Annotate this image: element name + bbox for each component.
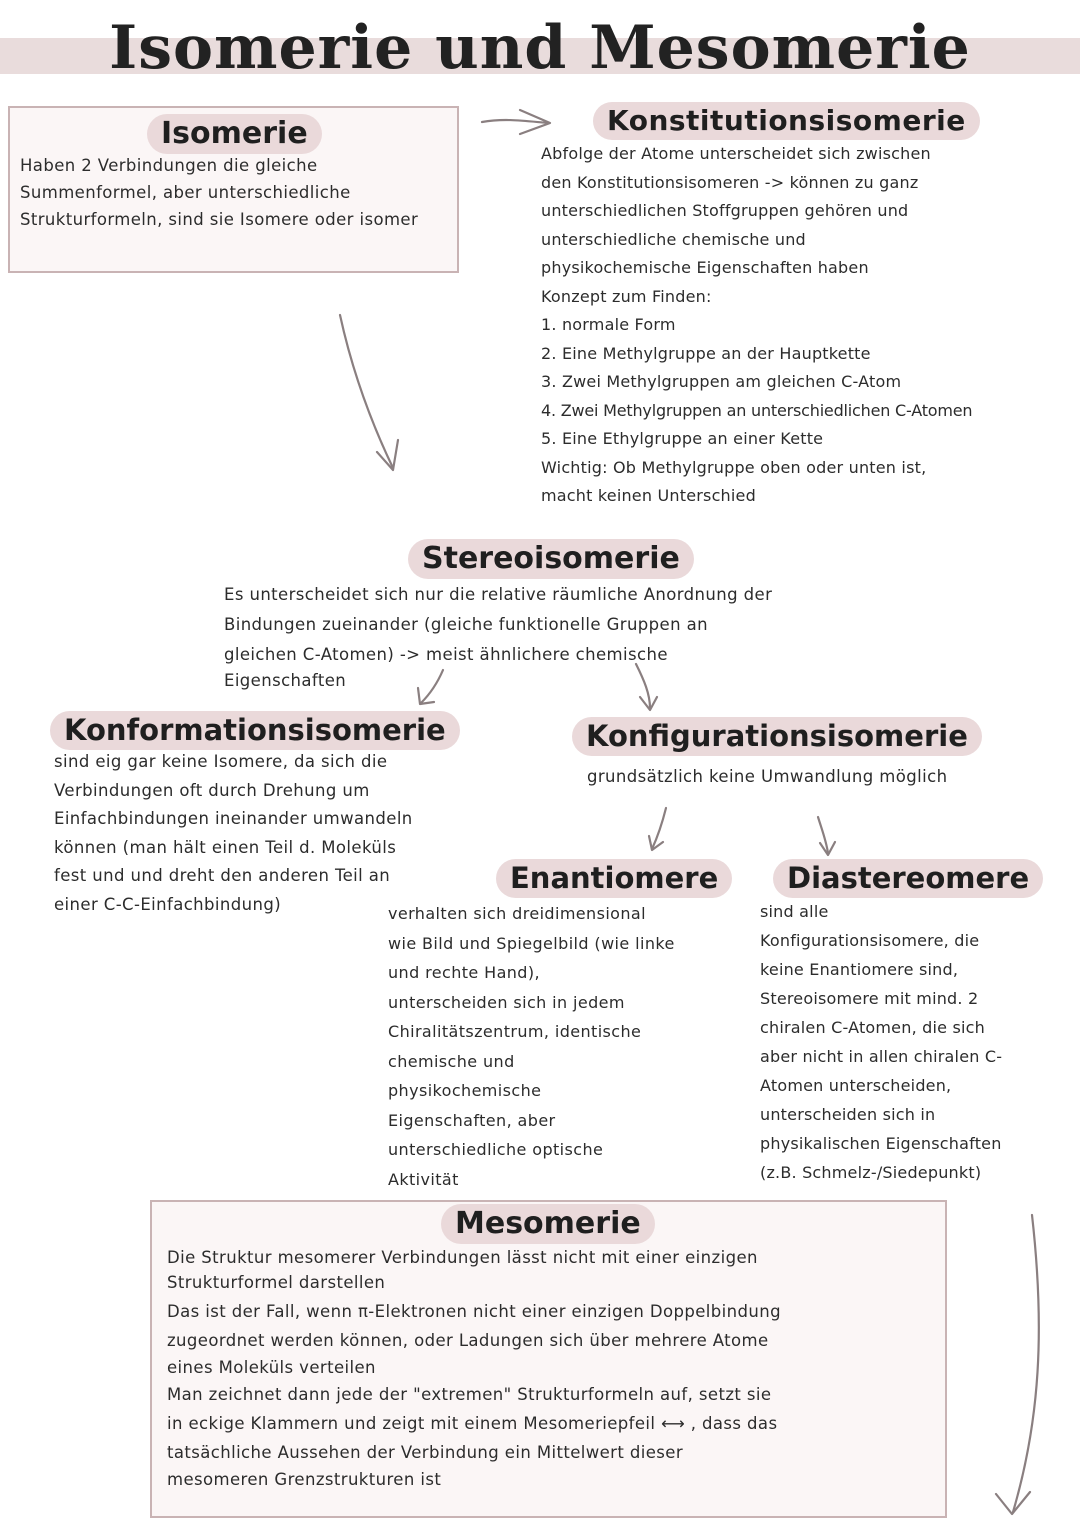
text-line: sind eig gar keine Isomere, da sich die <box>54 752 388 771</box>
text-line: Wichtig: Ob Methylgruppe oben oder unten ist, <box>541 457 927 477</box>
text-line: physikochemische Eigenschaften haben <box>541 258 869 277</box>
arrow-down-icon-left <box>340 315 398 470</box>
arrow-right-icon <box>482 110 550 134</box>
stereo-heading: Stereoisomerie <box>408 539 694 579</box>
arrow-down-icon-diastereomere <box>818 817 835 855</box>
text-line: Eigenschaften <box>224 671 347 690</box>
text-line: Strukturformel darstellen <box>167 1273 386 1292</box>
text-line: unterscheiden sich in <box>760 1105 936 1124</box>
text-line: physikalischen Eigenschaften <box>760 1134 1002 1153</box>
text-line: verhalten sich dreidimensional <box>388 904 646 923</box>
diastereomere-heading: Diastereomere <box>773 859 1043 898</box>
text-line: in eckige Klammern und zeigt mit einem Mesomeriepfeil ⟷ , dass das <box>167 1414 778 1433</box>
text-line: chemische und <box>388 1051 515 1071</box>
text-line: macht keinen Unterschied <box>541 486 756 505</box>
text-line: keine Enantiomere sind, <box>760 960 959 979</box>
text-line: zugeordnet werden können, oder Ladungen sich über mehrere Atome <box>167 1331 769 1350</box>
text-line: unterscheiden sich in jedem <box>388 992 625 1012</box>
text-line: Eigenschaften, aber <box>388 1110 556 1130</box>
text-line: können (man hält einen Teil d. Moleküls <box>54 837 397 857</box>
text-line: 4. Zwei Methylgruppen an unterschiedlichen C-Atomen <box>541 400 973 420</box>
konformation-text <box>54 748 494 919</box>
text-line: unterschiedliche chemische und <box>541 229 806 249</box>
text-line: Das ist der Fall, wenn π-Elektronen nicht einer einzigen Doppelbindung <box>167 1302 781 1321</box>
text-line: (z.B. Schmelz-/Siedepunkt) <box>760 1163 982 1182</box>
isomerie-text: Haben 2 Verbindungen die gleiche Summenformel, aber unterschiedliche Strukturformeln, sind sie Isomere oder isomer <box>20 156 419 229</box>
text-line: Bindungen zueinander (gleiche funktionelle Gruppen an <box>224 615 708 634</box>
enantiomere-text <box>388 899 748 1194</box>
text-line: 2. Eine Methylgruppe an der Hauptkette <box>541 343 871 363</box>
text-line: physikochemische <box>388 1081 542 1100</box>
text-line: mesomeren Grenzstrukturen ist <box>167 1470 442 1489</box>
text-line: Es unterscheidet sich nur die relative räumliche Anordnung der <box>224 585 773 604</box>
text-line: Konzept zum Finden: <box>541 286 712 306</box>
text-line: einer C-C-Einfachbindung) <box>54 894 282 914</box>
arrow-down-icon-right <box>996 1215 1039 1514</box>
text-line: Die Struktur mesomerer Verbindungen lässt nicht mit einer einzigen <box>167 1248 758 1267</box>
text-line: Einfachbindungen ineinander umwandeln <box>54 809 413 828</box>
enantiomere-heading: Enantiomere <box>496 859 732 898</box>
text-line: Aktivität <box>388 1169 459 1189</box>
text-line: Verbindungen oft durch Drehung um <box>54 780 370 800</box>
stereo-text <box>224 580 924 696</box>
mesomerie-text <box>167 1243 942 1494</box>
text-line: Man zeichnet dann jede der "extremen" Strukturformeln auf, setzt sie <box>167 1385 772 1404</box>
konformation-heading: Konformationsisomerie <box>50 711 460 750</box>
text-line: eines Moleküls verteilen <box>167 1358 376 1377</box>
text-line: unterschiedliche optische <box>388 1140 604 1159</box>
text-line: Chiralitätszentrum, identische <box>388 1022 642 1041</box>
text-line: chiralen C-Atomen, die sich <box>760 1018 985 1037</box>
konstitution-text <box>541 140 1076 511</box>
isomerie-heading: Isomerie <box>147 114 322 154</box>
arrow-down-icon-enantiomere <box>649 808 666 850</box>
konfiguration-text: grundsätzlich keine Umwandlung möglich <box>587 767 948 786</box>
text-line: den Konstitutionsisomeren -> können zu ganz <box>541 172 919 192</box>
text-line: aber nicht in allen chiralen C- <box>760 1047 1003 1066</box>
text-line: wie Bild und Spiegelbild (wie linke <box>388 933 675 953</box>
text-line: unterschiedlichen Stoffgruppen gehören und <box>541 201 909 220</box>
text-line: fest und und dreht den anderen Teil an <box>54 866 391 885</box>
text-line: Stereoisomere mit mind. 2 <box>760 989 979 1008</box>
text-line: Abfolge der Atome unterscheidet sich zwischen <box>541 144 931 163</box>
diastereomere-text <box>760 897 1078 1187</box>
text-line: Konfigurationsisomere, die <box>760 931 980 950</box>
text-line: 5. Eine Ethylgruppe an einer Kette <box>541 429 824 448</box>
text-line: 3. Zwei Methylgruppen am gleichen C-Atom <box>541 372 902 391</box>
text-line: gleichen C-Atomen) -> meist ähnlichere chemische <box>224 645 668 664</box>
text-line: 1. normale Form <box>541 315 676 334</box>
text-line: sind alle <box>760 902 829 921</box>
konstitution-heading: Konstitutionsisomerie <box>593 102 980 140</box>
text-line: und rechte Hand), <box>388 963 540 982</box>
konfiguration-heading: Konfigurationsisomerie <box>572 717 982 756</box>
text-line: tatsächliche Aussehen der Verbindung ein Mittelwert dieser <box>167 1443 684 1462</box>
page-title: Isomerie und Mesomerie <box>109 13 971 83</box>
text-line: Atomen unterscheiden, <box>760 1076 952 1095</box>
mesomerie-heading: Mesomerie <box>441 1204 655 1244</box>
